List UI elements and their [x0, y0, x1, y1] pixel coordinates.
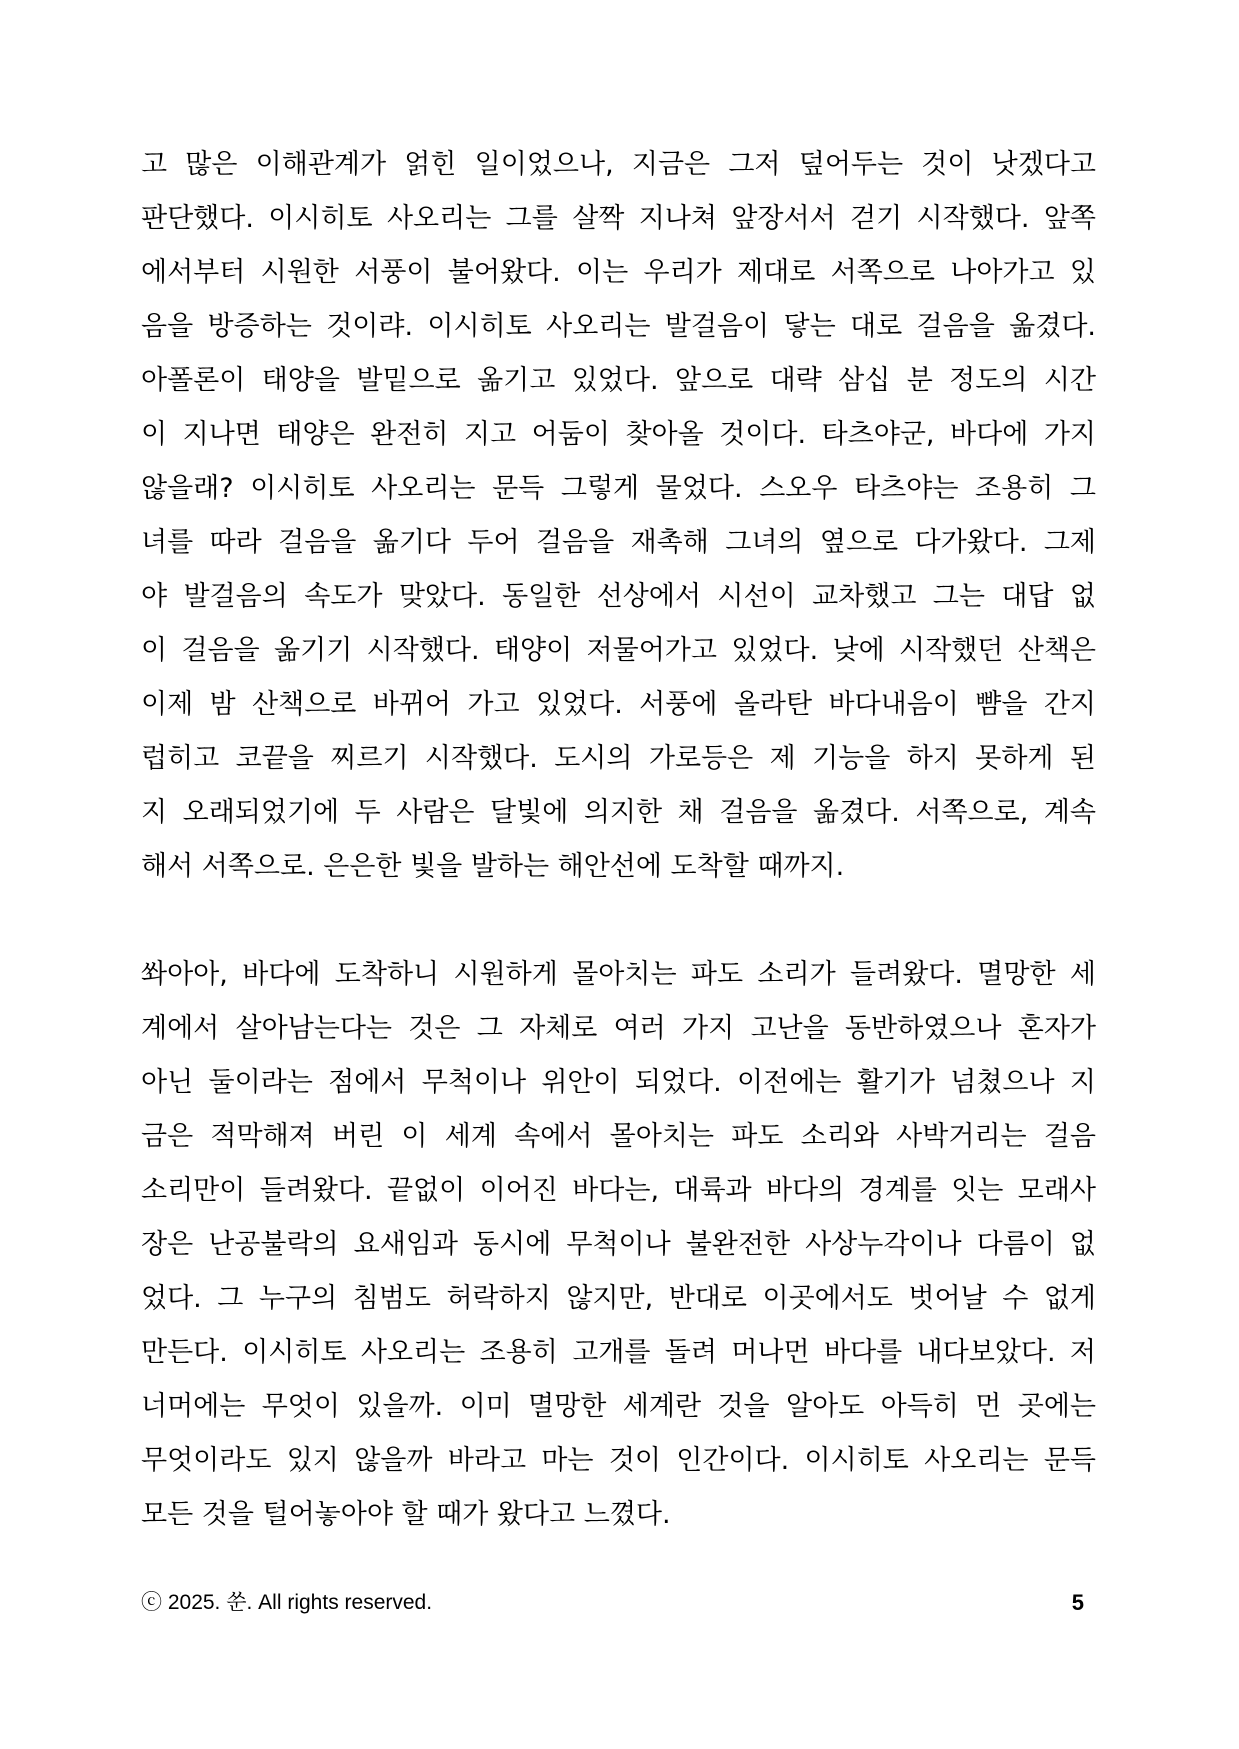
text-line: 만든다. 이시히토 사오리는 조용히 고개를 돌려 머나먼 바다를 내다보았다. 저	[141, 1337, 1096, 1368]
text-line: 해서 서쪽으로. 은은한 빛을 발하는 해안선에 도착할 때까지.	[141, 851, 845, 882]
text-line: 고 많은 이해관계가 얽힌 일이었으나, 지금은 그저 덮어두는 것이 낫겠다고	[141, 149, 1096, 180]
page-footer	[141, 1588, 1096, 1618]
text-line: 음을 방증하는 것이랴. 이시히토 사오리는 발걸음이 닿는 대로 걸음을 옮겼다.	[141, 311, 1096, 342]
body-text	[141, 138, 1096, 1542]
paragraph	[141, 138, 1096, 894]
copyright-notice: ⓒ 2025. 쑨. All rights reserved.	[141, 1591, 433, 1614]
text-line: 아닌 둘이라는 점에서 무척이나 위안이 되었다. 이전에는 활기가 넘쳤으나 지	[141, 1067, 1096, 1098]
text-line: 계에서 살아남는다는 것은 그 자체로 여러 가지 고난을 동반하였으나 혼자가	[141, 1013, 1096, 1044]
text-line: 아폴론이 태양을 발밑으로 옮기고 있었다. 앞으로 대략 삼십 분 정도의 시간	[141, 365, 1096, 396]
text-line: 않을래? 이시히토 사오리는 문득 그렇게 물었다. 스오우 타츠야는 조용히 그	[141, 473, 1096, 504]
text-line: 에서부터 시원한 서풍이 불어왔다. 이는 우리가 제대로 서쪽으로 나아가고 있	[141, 257, 1096, 288]
text-line: 이제 밤 산책으로 바뀌어 가고 있었다. 서풍에 올라탄 바다내음이 뺨을 간지	[141, 689, 1096, 720]
text-line: 지 오래되었기에 두 사람은 달빛에 의지한 채 걸음을 옮겼다. 서쪽으로, 계속	[141, 797, 1096, 828]
text-line: 소리만이 들려왔다. 끝없이 이어진 바다는, 대륙과 바다의 경계를 잇는 모래사	[141, 1175, 1096, 1206]
text-line: 너머에는 무엇이 있을까. 이미 멸망한 세계란 것을 알아도 아득히 먼 곳에는	[141, 1391, 1096, 1422]
page-number: 5	[1071, 1590, 1084, 1615]
text-line: 야 발걸음의 속도가 맞았다. 동일한 선상에서 시선이 교차했고 그는 대답 없	[141, 581, 1096, 612]
text-line: 장은 난공불락의 요새임과 동시에 무척이나 불완전한 사상누각이나 다름이 없	[141, 1229, 1096, 1260]
paragraph	[141, 948, 1096, 1542]
text-line: 판단했다. 이시히토 사오리는 그를 살짝 지나쳐 앞장서서 걷기 시작했다. 앞쪽	[141, 203, 1096, 234]
text-line: 이 걸음을 옮기기 시작했다. 태양이 저물어가고 있었다. 낮에 시작했던 산책은	[141, 635, 1096, 666]
text-line: 금은 적막해져 버린 이 세계 속에서 몰아치는 파도 소리와 사박거리는 걸음	[141, 1121, 1096, 1152]
text-line: 쏴아아, 바다에 도착하니 시원하게 몰아치는 파도 소리가 들려왔다. 멸망한 세	[141, 959, 1096, 990]
text-line: 무엇이라도 있지 않을까 바라고 마는 것이 인간이다. 이시히토 사오리는 문득	[141, 1445, 1096, 1476]
text-line: 었다. 그 누구의 침범도 허락하지 않지만, 반대로 이곳에서도 벗어날 수 없게	[141, 1283, 1096, 1314]
text-line: 럽히고 코끝을 찌르기 시작했다. 도시의 가로등은 제 기능을 하지 못하게 된	[141, 743, 1096, 774]
text-line: 모든 것을 털어놓아야 할 때가 왔다고 느꼈다.	[141, 1499, 671, 1530]
text-line: 녀를 따라 걸음을 옮기다 두어 걸음을 재촉해 그녀의 옆으로 다가왔다. 그제	[141, 527, 1096, 558]
text-line: 이 지나면 태양은 완전히 지고 어둠이 찾아올 것이다. 타츠야군, 바다에 가지	[141, 419, 1096, 450]
